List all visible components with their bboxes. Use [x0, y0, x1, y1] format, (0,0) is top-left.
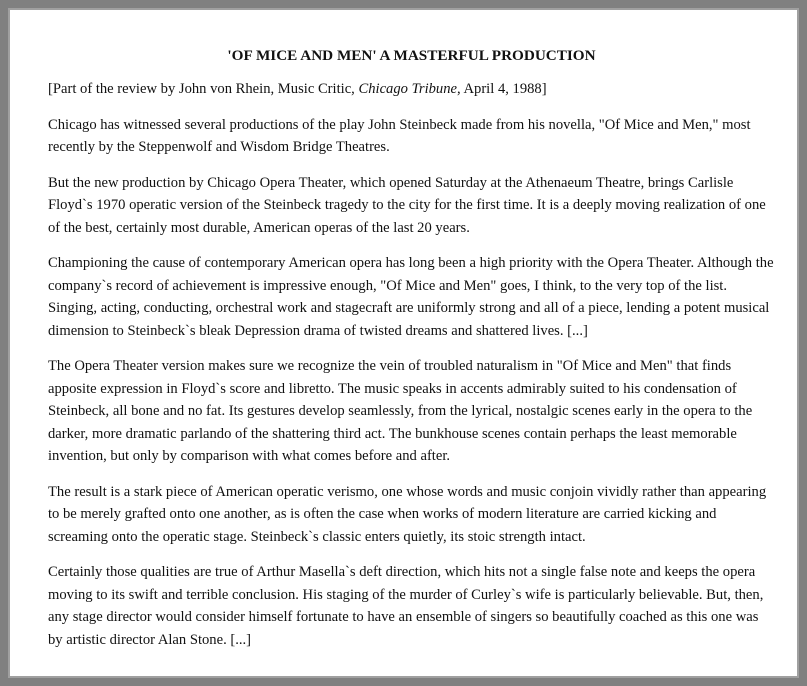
article-panel [8, 8, 799, 678]
source-suffix: , April 4, 1988] [457, 81, 547, 97]
article-paragraph-6: Certainly those qualities are true of Arthur Masella`s deft direction, which hits not a single false note and keeps the opera moving to its swift and terrible conclusion. His staging of the murder of Curley`s wife is particularly believable. But, then, any stage director would consider himself fortunate to have an ensemble of singers so beautifully coached as this one was by artistic director Alan Stone. [...] [48, 564, 764, 648]
article-paragraph-2: But the new production by Chicago Opera Theater, which opened Saturday at the Athenaeum Theatre, brings Carlisle Floyd`s 1970 operatic version of the Steinbeck tragedy to the city for the first time. It is a deeply moving realization of one of the best, certainly most durable, American operas of the last 20 years. [48, 174, 766, 236]
article-source [48, 78, 775, 101]
article-paragraph-4: The Opera Theater version makes sure we recognize the vein of troubled naturalism in "Of Mice and Men" that finds apposite expression in Floyd`s score and libretto. The music speaks in accents admirably suited to his condensation of Steinbeck, all bone and no fat. Its gestures develop seamlessly, from the lyrical, nostalgic scenes early in the opera to the darker, more dramatic parlando of the shattering third act. The bunkhouse scenes contain perhaps the least memorable invention, but only by comparison with what comes before and after. [48, 358, 753, 464]
article-paragraph-3: Championing the cause of contemporary American opera has long been a high priority with the Opera Theater. Although the company`s record of achievement is impressive enough, "Of Mice and Men" goes, I think, to the very top of the list. Singing, acting, conducting, orchestral work and stagecraft are uniformly strong and all of a piece, lending a potent musical dimension to Steinbeck`s bleak Depression drama of twisted dreams and shattered lives. [...] [48, 255, 774, 339]
article-paragraph-1: Chicago has witnessed several productions of the play John Steinbeck made from his novella, "Of Mice and Men," most recently by the Steppenwolf and Wisdom Bridge Theatres. [48, 116, 751, 155]
article-title: 'OF MICE AND MEN' A MASTERFUL PRODUCTION [227, 47, 596, 64]
source-publication: Chicago Tribune [358, 81, 457, 97]
article-paragraph-5: The result is a stark piece of American operatic verismo, one whose words and music conjoin vividly rather than appearing to be merely grafted onto one another, as is often the case when works of modern literature are carried kicking and screaming onto the operatic stage. Steinbeck`s classic enters quietly, its stoic strength intact. [48, 483, 767, 545]
source-prefix: [Part of the review by John von Rhein, Music Critic, [48, 81, 359, 97]
